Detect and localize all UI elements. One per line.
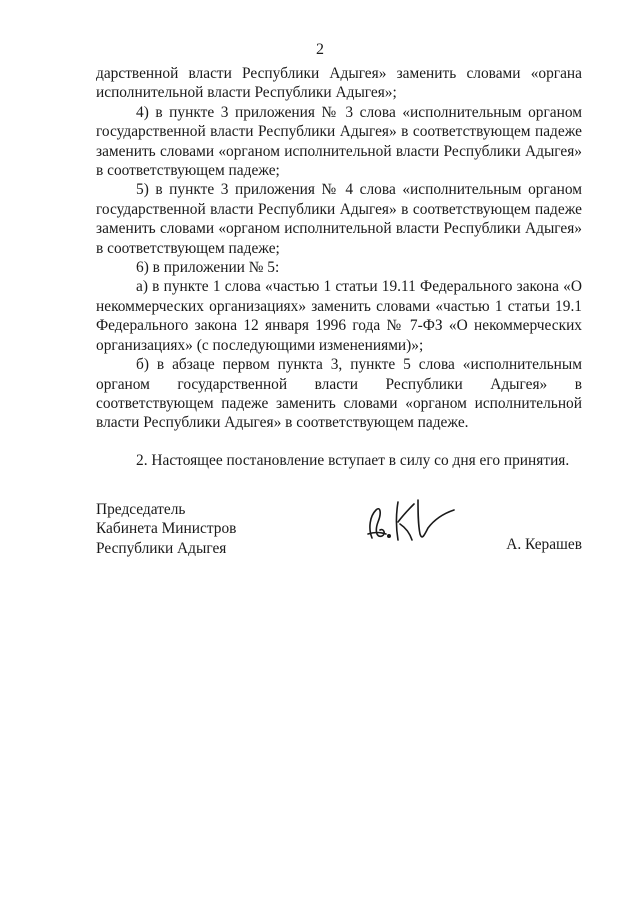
document-body <box>96 64 582 470</box>
signatory-title <box>96 500 236 558</box>
paragraph-continuation: дарственной власти Республики Адыгея» заменить словами «органа исполнительной власти Республики Адыгея»; <box>96 65 582 102</box>
signatory-title-line-1: Председатель <box>96 501 186 518</box>
signatory-name: А. Керашев <box>506 536 582 553</box>
signatory-title-line-2: Кабинета Министров <box>96 520 237 538</box>
signatory-title-line-3: Республики Адыгея <box>96 539 227 557</box>
paragraph-subitem-a: а) в пункте 1 слова «частью 1 статьи 19.11 Федерального закона «О некоммерческих организациях» заменить словами «частью 1 статьи 19.1 Федерального закона 12 января 1996 года № 7-ФЗ «О некоммерческих организациях» (с последующими изменениями)»; <box>96 278 582 354</box>
page-number: 2 <box>316 41 324 58</box>
handwritten-signature <box>362 488 458 550</box>
paragraph-subitem-b: б) в абзаце первом пункта 3, пункте 5 слова «исполнительным органом государственной власти Республики Адыгея» в соответствующем падеже заменить словами «органом исполнительной власти Республики Адыгея» в соответствующем падеже. <box>96 356 582 432</box>
paragraph-item-4: 4) в пункте 3 приложения № 3 слова «исполнительным органом государственной власти Республики Адыгея» в соответствующем падеже заменить словами «органом исполнительной власти Республики Адыгея» в соответствующем падеже; <box>96 103 582 180</box>
paragraph-item-6: 6) в приложении № 5: <box>136 259 280 277</box>
paragraph-effective-date: 2. Настоящее постановление вступает в силу со дня его принятия. <box>136 451 570 469</box>
paragraph-item-5: 5) в пункте 3 приложения № 4 слова «исполнительным органом государственной власти Республики Адыгея» в соответствующем падеже заменить словами «органом исполнительной власти Республики Адыгея» в соответствующем падеже; <box>96 181 582 257</box>
